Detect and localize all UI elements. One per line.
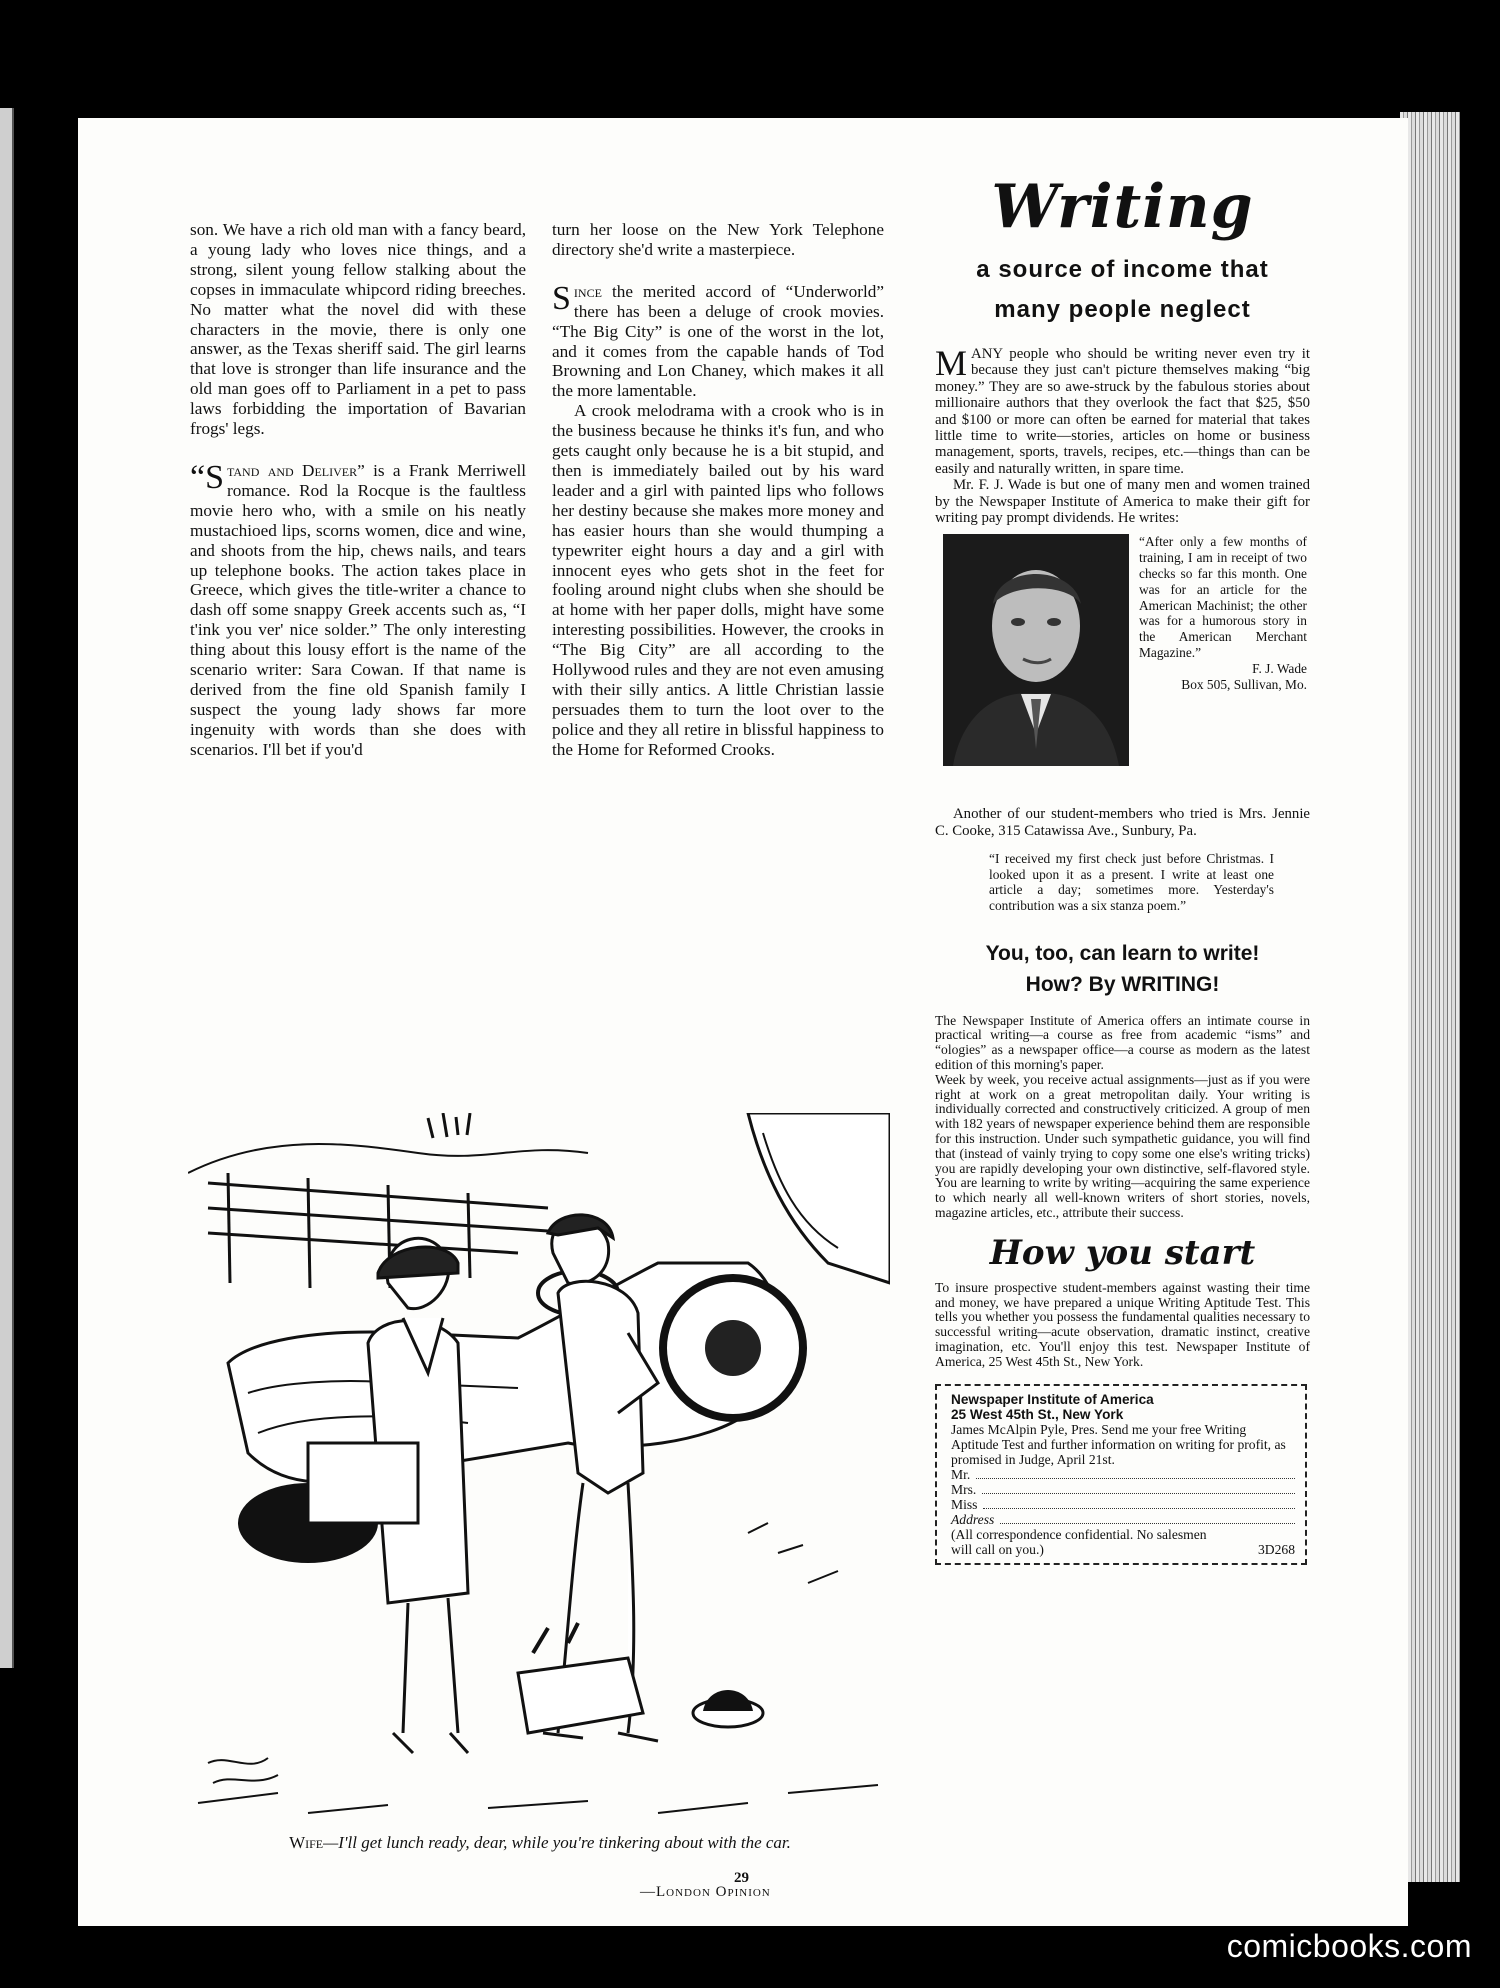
field-label: Address <box>951 1511 995 1527</box>
portrait-drawing <box>943 534 1129 766</box>
testimonial-quote-cooke: “I received my first check just before Christmas. I looked upon it as a present. I write at least one article a day; sometimes more. Yesterday's contribution was a six stanza poem.” <box>989 851 1274 914</box>
ad-paragraph: Mr. F. J. Wade is but one of many men and women trained by the Newspaper Institute of America to make their gift for writing pay prompt dividends. He writes: <box>935 477 1310 527</box>
fill-line[interactable] <box>976 1467 1295 1479</box>
ad-subtitle-line-1: a source of income that <box>976 256 1269 283</box>
field-label: Mrs. <box>951 1481 977 1497</box>
testimonial-quote <box>1139 534 1307 692</box>
quote-text: “After only a few months of training, I am in receipt of two checks so far this month. One was for an article for the American Machinist; the other was for a humorous story in the American Merchant Magazine.” <box>1139 534 1307 661</box>
ad-course-description <box>935 1014 1310 1221</box>
coupon-footer <box>951 1527 1295 1557</box>
caption-text: —I'll get lunch ready, dear, while you're tinkering about with the car. <box>323 1833 791 1852</box>
cartoon-caption <box>240 1832 840 1854</box>
cartoon-illustration <box>188 1113 890 1827</box>
ad-intro <box>935 343 1310 527</box>
coupon-name-field-mrs[interactable] <box>951 1482 1295 1497</box>
article-paragraph-since <box>552 279 884 401</box>
ad-heading-how-you-start: How you start <box>989 1232 1256 1273</box>
article-paragraph: son. We have a rich old man with a fancy beard, a young lady who loves nice things, and a strong, silent young fellow stalking about the copses in immaculate whipcord riding breeches. No matter what the novel did with these characters in the movie, there is only one answer, as the Texas sheriff said. The girl learns that love is stronger than life insurance and the old man goes off to Parliament in a pet to pass laws forbidding the importation of Bavarian frogs' legs. <box>190 220 526 439</box>
paragraph-body: the merited accord of “Underworld” there has been a deluge of crook movies. “The Big City” is one of the worst in the lot, and it comes from the capable hands of Tod Browning and Lon Chaney, which makes it all the more lamentable. <box>552 281 884 401</box>
book-page-edges <box>1400 112 1460 1882</box>
field-label: Miss <box>951 1496 978 1512</box>
cartoon-drawing <box>188 1113 890 1827</box>
quote-signature-name: F. J. Wade <box>1252 660 1307 676</box>
article-paragraph: A crook melodrama with a crook who is in the business because he thinks it's fun, and who gets caught only because he is a bit stupid, and then is immediately bailed out by his ward leader and a girl with painted lips who follows her destiny because she makes more money and has easier hours than she would thumping a typewriter eight hours a day and a girl with innocent eyes who gets shot in the feet for fooling around night clubs when she should be at home with her paper dolls, might have some interesting possibilities. However, the crooks in “The Big City” are all according to the Hollywood rules and they are not even amusing with their silly antics. A little Christian lassie persuades them to turn the loot over to the police and they all retire in blissful happiness to the Home for Reformed Crooks. <box>552 401 884 759</box>
ad-aptitude-test <box>935 1281 1310 1370</box>
coupon-request-text: James McAlpin Pyle, Pres. Send me your free Writing Aptitude Test and further information on writing for profit, as promised in Judge, April 21st. <box>951 1421 1286 1467</box>
coupon-address-field[interactable] <box>951 1512 1295 1527</box>
coupon-organization: Newspaper Institute of America <box>951 1391 1154 1407</box>
ad-intro-text: ANY people who should be writing never even try it because they just can't picture themselves making “big money.” They are so awe-struck by the fabulous stories about millionaire authors that they overlook the fact that $25, $50 and $100 or more can often be earned for material that takes little time to write—stories, articles on home or business management, sports, travels, recipes, etc.—things than can be easily and naturally written, in spare time. <box>935 346 1310 477</box>
paragraph-body: ” is a Frank Merriwell romance. Rod la Rocque is the faultless movie hero who, with a smile on his neatly mustachioed lips, scorns women, dice and wine, and shoots from the hip, chews nails, and tears up telephone books. The action takes place in Greece, which gives the title-writer a chance to dash off some snappy Greek accents such as, “I t'ink you ver' nice solder.” The only interesting thing about this lousy effort is the name of the scenario writer: Sara Cowan. If that name is derived from the fine old Spanish family I suspect the young lady shows far more ingenuity with words than she does with scenarios. I'll bet if you'd <box>190 460 526 759</box>
article-column-left <box>190 220 526 760</box>
ad-title: Writing <box>991 172 1254 242</box>
ad-drop-cap: M <box>935 343 968 383</box>
fill-line[interactable] <box>1000 1512 1295 1524</box>
ad-heading-learn-line-2: How? By WRITING! <box>1025 972 1220 996</box>
field-label: Mr. <box>951 1466 971 1482</box>
fill-line[interactable] <box>982 1482 1295 1494</box>
ad-paragraph: The Newspaper Institute of America offers an intimate course in practical writing—a course as free from academic “isms” and “ologies” as a newspaper office—a course as modern as the latest edition of this morning's paper. <box>935 1012 1310 1073</box>
coupon-code: 3D268 <box>1257 1541 1295 1557</box>
ad-paragraph-cooke <box>935 806 1310 839</box>
fill-line[interactable] <box>983 1497 1295 1509</box>
page-number: 29 <box>734 1870 749 1886</box>
quote-signature-address: Box 505, Sullivan, Mo. <box>1181 676 1307 692</box>
article-paragraph: turn her loose on the New York Telephone directory she'd write a masterpiece. <box>552 220 884 259</box>
watermark: comicbooks.com <box>1226 1928 1472 1964</box>
film-title-smallcaps: tand and Deliver <box>227 460 358 480</box>
article-column-middle <box>552 220 884 760</box>
coupon-name-field-mr[interactable] <box>951 1467 1295 1482</box>
coupon-address: 25 West 45th St., New York <box>951 1406 1124 1422</box>
portrait-photo <box>943 534 1129 766</box>
ad-heading-learn-line-1: You, too, can learn to write! <box>985 941 1260 965</box>
article-paragraph-stand-and-deliver <box>190 458 526 760</box>
drop-cap: “S <box>190 458 224 496</box>
testimonial-wade <box>935 534 1310 806</box>
ad-paragraph: Week by week, you receive actual assignments—just as if you were right at work on a great metropolitan daily. Your writing is individually corrected and constructively criticized. A group of men with 182 years of newspaper experience behind them are responsible for this instruction. Under such sympathetic guidance, you will find that (instead of vainly trying to copy some one else's writing tricks) you are rapidly developing your own distinctive, self-flavored style. You are learning to write by writing—acquiring the same experience to which nearly all well-known writers of short stories, novels, magazine articles, etc., attribute their success. <box>935 1071 1310 1221</box>
coupon-name-field-miss[interactable] <box>951 1497 1295 1512</box>
ad-subtitle-line-2: many people neglect <box>994 296 1251 323</box>
ad-paragraph: Another of our student-members who tried is Mrs. Jennie C. Cooke, 315 Catawissa Ave., Sunbury, Pa. <box>935 806 1310 839</box>
caption-speaker: Wife <box>289 1833 324 1852</box>
coupon-confidential-note: (All correspondence confidential. No salesmen will call on you.) <box>951 1526 1207 1557</box>
smallcaps-lead: ince <box>573 281 602 301</box>
cartoon-credit: —London Opinion <box>640 1884 771 1900</box>
drop-cap: S <box>552 279 571 317</box>
book-left-edge <box>0 108 14 1668</box>
ad-paragraph: To insure prospective student-members against wasting their time and money, we have prepared a unique Writing Aptitude Test. This tells you whether you possess the fundamental qualities necessary to successful writing—acute observation, dramatic instinct, creative imagination, etc. You'll enjoy this test. Newspaper Institute of America, 25 West 45th St., New York. <box>935 1279 1310 1369</box>
mail-in-coupon[interactable] <box>935 1384 1307 1565</box>
writing-advertisement <box>935 172 1310 1565</box>
